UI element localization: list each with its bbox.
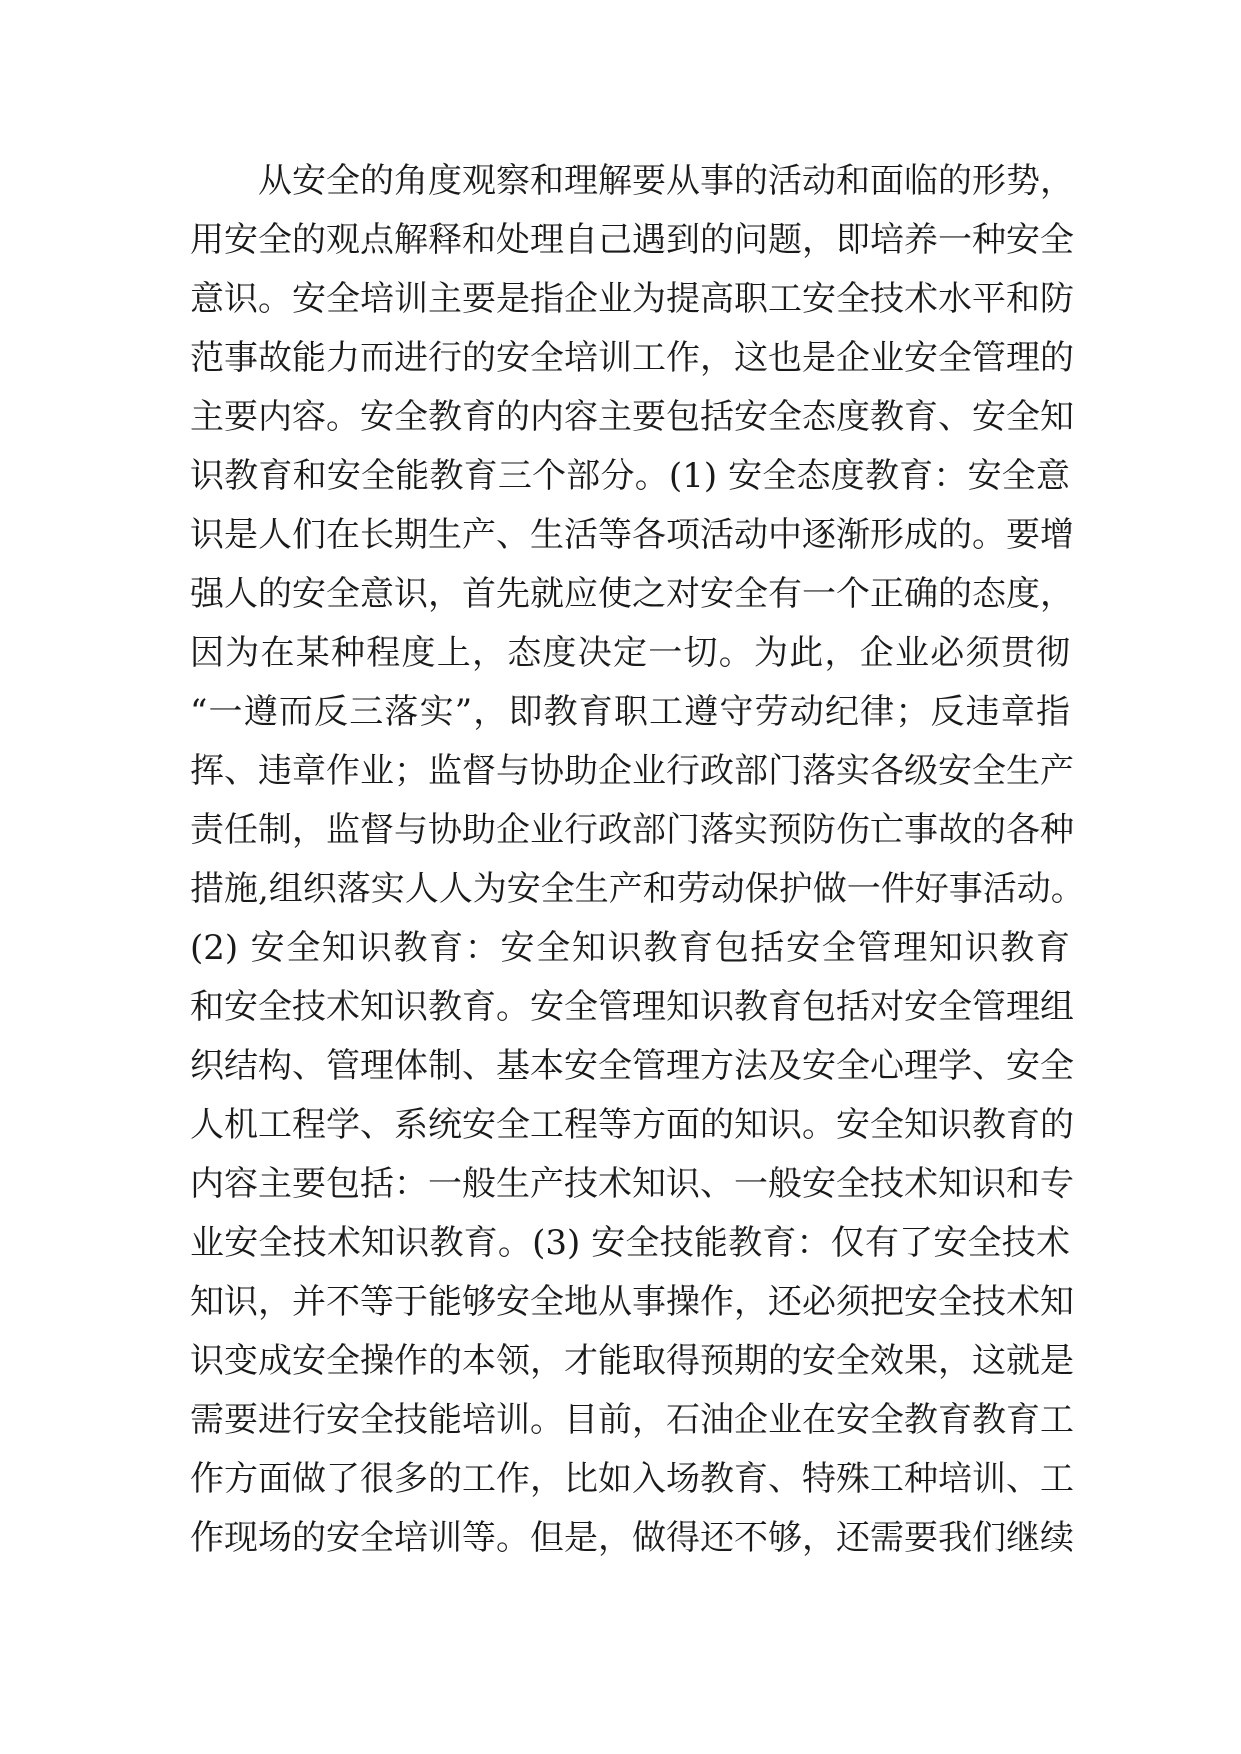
text-line: 需要进行安全技能培训。目前，石油企业在安全教育教育工 [190,1400,1074,1440]
text-line: 因为在某种程度上，态度决定一切。为此，企业必须贯彻 [190,633,1070,673]
text-line: 业安全技术知识教育。(3) 安全技能教育：仅有了安全技术 [190,1223,1070,1263]
text-line: (2) 安全知识教育：安全知识教育包括安全管理知识教育 [190,928,1070,968]
text-line: 强人的安全意识，首先就应使之对安全有一个正确的态度， [190,574,1074,614]
text-line: 识是人们在长期生产、生活等各项活动中逐渐形成的。要增 [190,515,1074,555]
text-line: 范事故能力而进行的安全培训工作，这也是企业安全管理的 [190,338,1074,378]
text-line: 织结构、管理体制、基本安全管理方法及安全心理学、安全 [190,1046,1074,1086]
text-line: 用安全的观点解释和处理自己遇到的问题，即培养一种安全 [190,220,1074,260]
text-line: 识变成安全操作的本领，才能取得预期的安全效果，这就是 [190,1341,1074,1381]
text-line: 从安全的角度观察和理解要从事的活动和面临的形势， [258,161,1074,201]
text-line: 责任制，监督与协助企业行政部门落实预防伤亡事故的各种 [190,810,1074,850]
text-line: “一遵而反三落实”，即教育职工遵守劳动纪律；反违章指 [190,692,1070,732]
text-line: 内容主要包括：一般生产技术知识、一般安全技术知识和专 [190,1164,1074,1204]
text-line: 知识，并不等于能够安全地从事操作，还必须把安全技术知 [190,1282,1074,1322]
text-line: 措施,组织落实人人为安全生产和劳动保护做一件好事活动。 [190,869,1085,909]
text-line: 主要内容。安全教育的内容主要包括安全态度教育、安全知 [190,397,1074,437]
text-line: 和安全技术知识教育。安全管理知识教育包括对安全管理组 [190,987,1074,1027]
text-line: 识教育和安全能教育三个部分。(1) 安全态度教育：安全意 [190,456,1070,496]
text-line: 作现场的安全培训等。但是，做得还不够，还需要我们继续 [190,1518,1074,1558]
body-paragraph [190,152,1085,1568]
text-line: 挥、违章作业；监督与协助企业行政部门落实各级安全生产 [190,751,1074,791]
text-line: 人机工程学、系统安全工程等方面的知识。安全知识教育的 [190,1105,1074,1145]
text-line: 作方面做了很多的工作，比如入场教育、特殊工种培训、工 [190,1459,1074,1499]
text-line: 意识。安全培训主要是指企业为提高职工安全技术水平和防 [190,279,1074,319]
